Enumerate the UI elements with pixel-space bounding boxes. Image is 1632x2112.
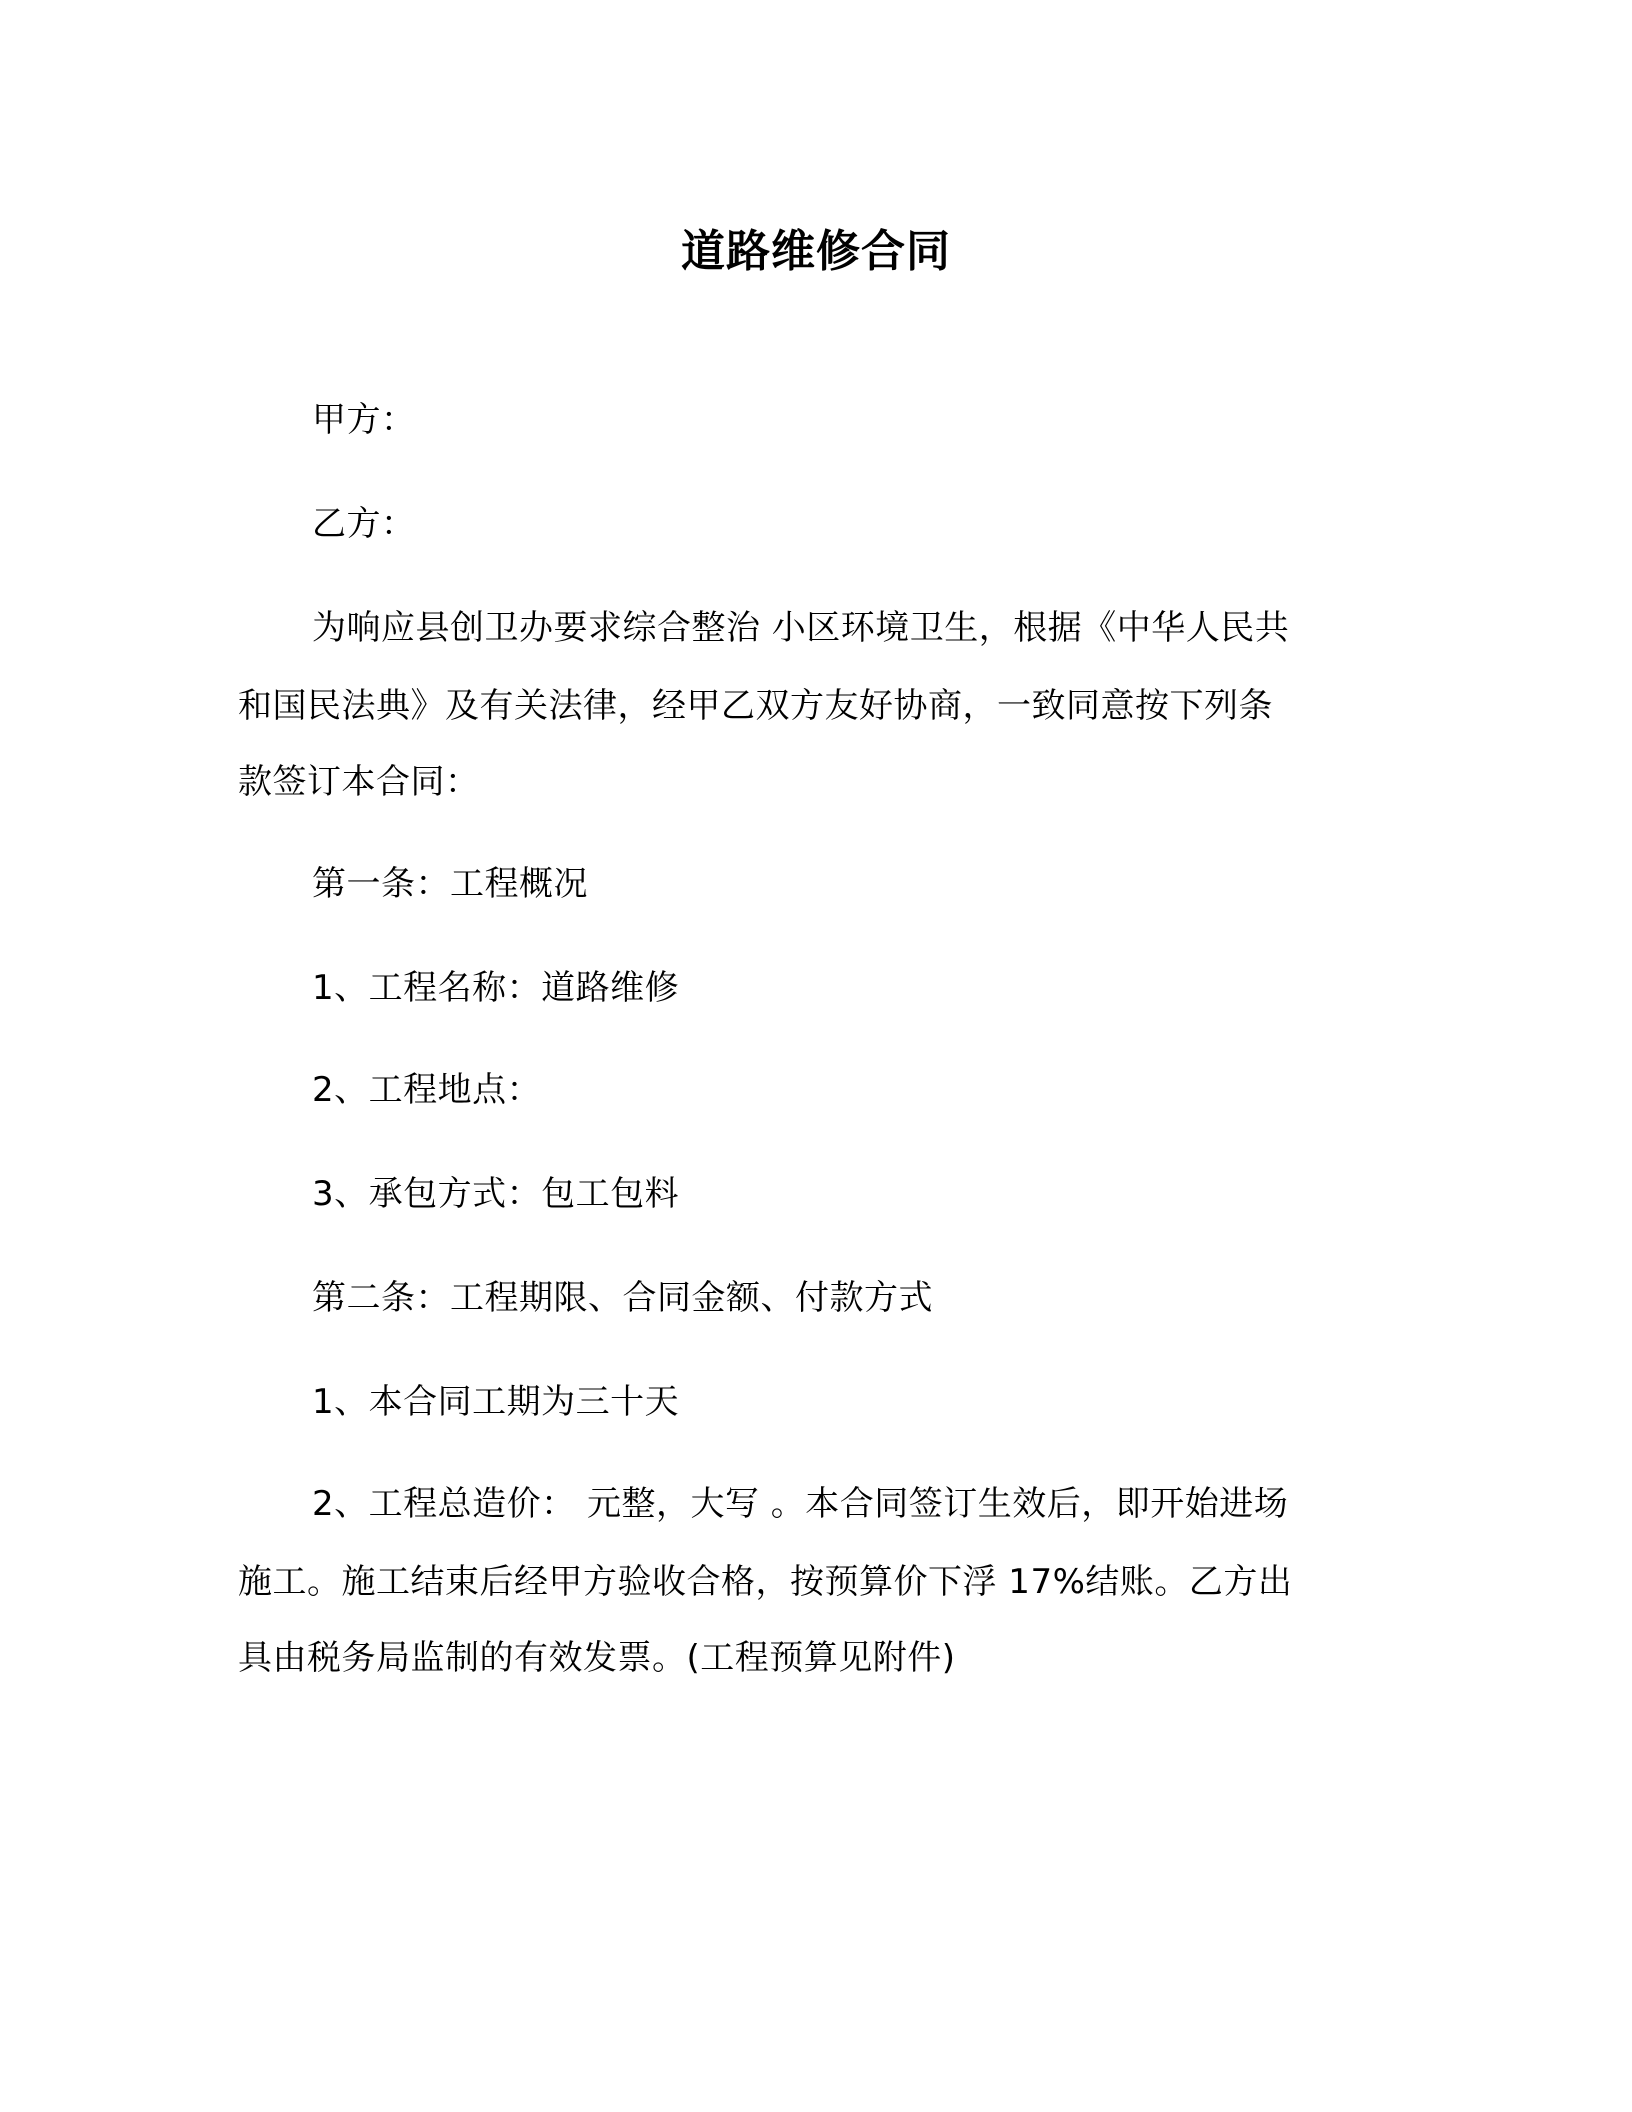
document-title: 道路维修合同 xyxy=(681,226,951,277)
article-2-item-2-line-3: 具由税务局监制的有效发票。(工程预算见附件) xyxy=(238,1638,956,1678)
intro-line-2: 和国民法典》及有关法律，经甲乙双方友好协商，一致同意按下列条 xyxy=(238,686,1273,726)
article-1-item-1: 1、工程名称：道路维修 xyxy=(312,968,680,1008)
article-2-item-1: 1、本合同工期为三十天 xyxy=(312,1382,680,1422)
article-2-item-2-line-2: 施工。施工结束后经甲方验收合格，按预算价下浮 17%结账。乙方出 xyxy=(238,1562,1293,1602)
article-1-heading: 第一条：工程概况 xyxy=(312,864,588,904)
article-1-item-2: 2、工程地点： xyxy=(312,1070,542,1110)
article-2-heading: 第二条：工程期限、合同金额、付款方式 xyxy=(312,1278,933,1318)
party-b-label: 乙方： xyxy=(312,504,416,544)
article-2-item-2-line-1: 2、工程总造价： 元整，大写 。本合同签订生效后，即开始进场 xyxy=(312,1484,1289,1524)
article-1-item-3: 3、承包方式：包工包料 xyxy=(312,1174,680,1214)
intro-line-3: 款签订本合同： xyxy=(238,762,480,802)
party-a-label: 甲方： xyxy=(312,400,416,440)
intro-line-1: 为响应县创卫办要求综合整治 小区环境卫生，根据《中华人民共 xyxy=(312,608,1290,648)
